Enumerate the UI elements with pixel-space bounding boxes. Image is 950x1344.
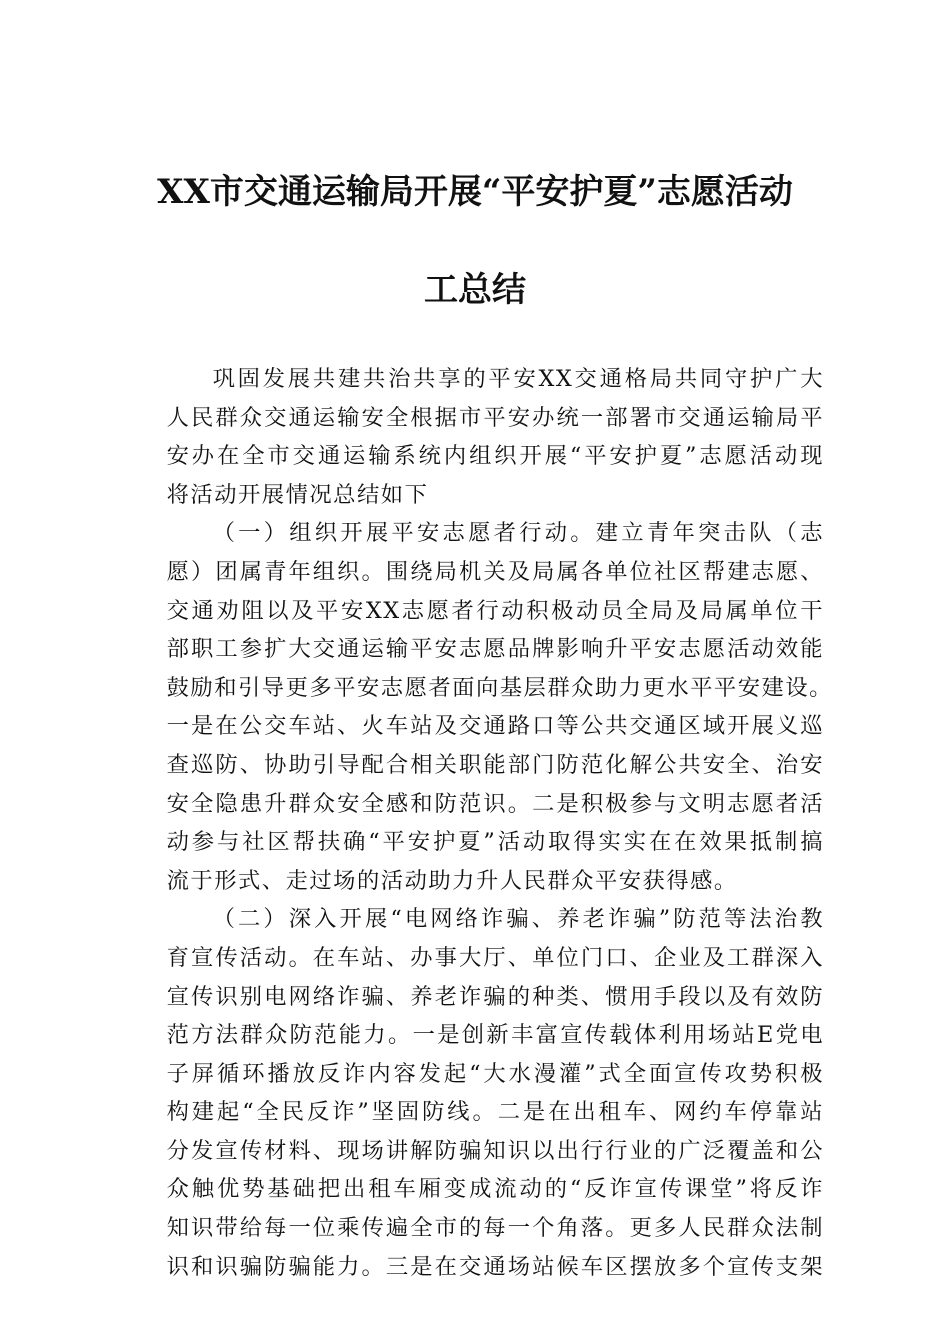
document-title-line-2: 工总结 [424,270,526,310]
text-line: 一是在公交车站、火车站及交通路口等公共交通区域开展义巡 [166,713,824,740]
text-line: （一）组织开展平安志愿者行动。建立青年突击队（志 [212,520,824,547]
text-line: 构建起“全民反诈”坚固防线。二是在出租车、网约车停靠站 [166,1099,824,1126]
paragraph [122,900,824,1286]
text-line: 将活动开展情况总结如下 [166,481,429,508]
paragraph [122,514,833,900]
text-line: （二）深入开展“电网络诈骗、养老诈骗”防范等法治教 [212,906,824,933]
document-title-line-1: XX市交通运输局开展“平安护夏”志愿活动 [157,172,793,212]
text-line: 识和识骗防骗能力。三是在交通场站候车区摆放多个宣传支架 [166,1253,824,1280]
text-line: 分发宣传材料、现场讲解防骗知识以出行行业的广泛覆盖和公 [166,1137,824,1164]
text-line: 流于形式、走过场的活动助力升人民群众平安获得感。 [166,867,738,894]
text-line: 人民群众交通运输安全根据市平安办统一部署市交通运输局平 [166,404,824,431]
text-line: 安全隐患升群众安全感和防范识。二是积极参与文明志愿者活 [166,790,824,817]
text-line: 巩固发展共建共治共享的平安XX交通格局共同守护广大 [212,366,824,392]
text-line: 愿）团属青年组织。围绕局机关及局属各单位社区帮建志愿、 [166,558,824,585]
text-line: 查巡防、协助引导配合相关职能部门防范化解公共安全、治安 [166,751,824,778]
text-line: 子屏循环播放反诈内容发起“大水漫灌”式全面宣传攻势积极 [166,1060,824,1087]
text-line: 鼓励和引导更多平安志愿者面向基层群众助力更水平平安建设。 [166,674,833,701]
text-line: 范方法群众防范能力。一是创新丰富宣传载体利用场站E党电 [166,1022,824,1049]
text-line: 动参与社区帮扶确“平安护夏”活动取得实实在在效果抵制搞 [166,829,824,856]
text-line: 部职工参扩大交通运输平安志愿品牌影响升平安志愿活动效能 [166,636,824,663]
text-line: 宣传识别电网络诈骗、养老诈骗的种类、惯用手段以及有效防 [166,983,824,1010]
document-body [122,360,833,1286]
text-line: 育宣传活动。在车站、办事大厅、单位门口、企业及工群深入 [166,944,824,971]
text-line: 安办在全市交通运输系统内组织开展“平安护夏”志愿活动现 [166,443,824,470]
text-line: 知识带给每一位乘传遍全市的每一个角落。更多人民群众法制 [166,1215,824,1242]
paragraph [122,360,824,514]
text-line: 众触优势基础把出租车厢变成流动的“反诈宣传课堂”将反诈 [166,1176,824,1203]
text-line: 交通劝阻以及平安XX志愿者行动积极动员全局及局属单位干 [166,597,824,624]
